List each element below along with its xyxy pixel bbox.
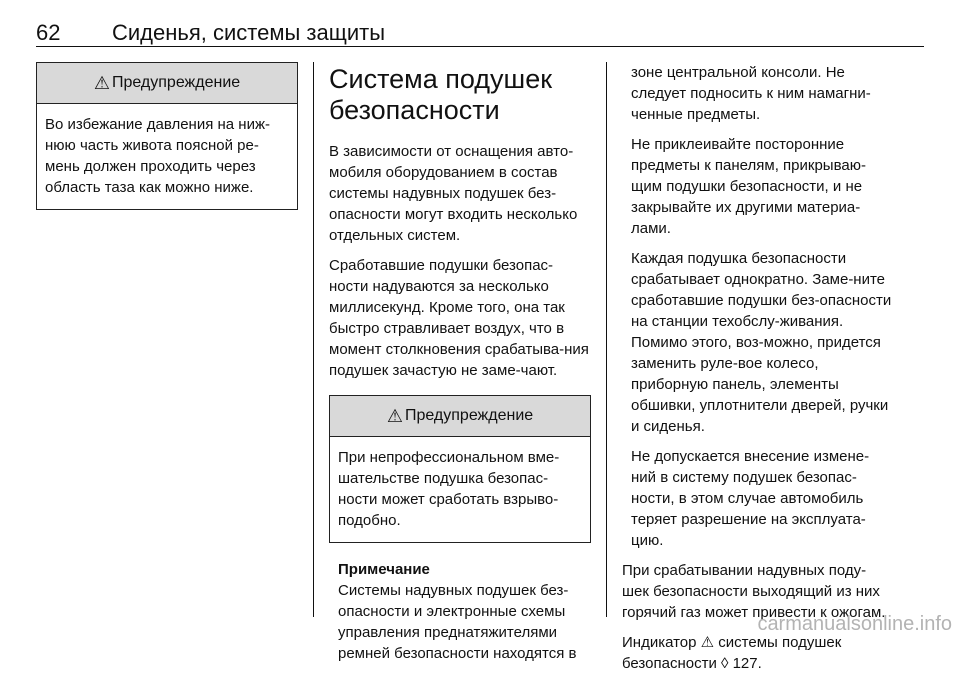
indicator-text: системы подушек безопасности <box>622 634 842 672</box>
watermark: carmanualsonline.info <box>757 613 952 635</box>
note-title: Примечание <box>338 561 430 578</box>
warning-box <box>36 62 298 210</box>
section-title: Сиденья, системы защиты <box>112 20 386 45</box>
indicator-paragraph <box>622 632 892 674</box>
warning-header <box>37 63 297 104</box>
page-reference-icon: ◊ <box>721 655 729 672</box>
page-reference[interactable]: 127. <box>732 655 762 672</box>
paragraph: В зависимости от оснащения авто-мобиля оборудованием в состав системы надувных подушек без-опасности могут входить несколько отдельных систем. <box>329 143 578 244</box>
note-text: Системы надувных подушек без-опасности и электронные схемы управления преднатяжителями ремней безопасности находятся в <box>338 582 577 662</box>
page-number: 62 <box>36 20 61 45</box>
note-text: Не допускается внесение измене-ний в систему подушек безопас-ности, в этом случае автомобиль теряет разрешение на эксплуата-цию. <box>631 448 870 549</box>
page-header <box>36 14 924 44</box>
warning-header <box>330 396 590 437</box>
indicator-prefix: Индикатор <box>622 634 697 651</box>
column-3 <box>622 62 892 683</box>
warning-text: Во избежание давления на ниж-нюю часть живота поясной ре-мень должен проходить через область таза как можно ниже. <box>45 116 270 196</box>
column-divider <box>313 62 314 617</box>
warning-text: При непрофессиональном вме-шательстве подушка безопас-ности может сработать взрыво-подобно. <box>338 449 560 529</box>
column-1 <box>36 62 298 210</box>
warning-title: Предупреждение <box>111 74 241 91</box>
note-text: Не приклеивайте посторонние предметы к панелям, прикрываю-щим подушки безопасности, и не закрывайте их другими материа-лами. <box>631 136 866 237</box>
column-divider <box>606 62 607 617</box>
warning-box <box>329 395 591 543</box>
header-rule <box>36 46 924 47</box>
note-text: Каждая подушка безопасности срабатывает однократно. Заме-ните сработавшие подушки без-опасности на станции техобслу-живания. Помимо этого, воз-можно, придется заменить руле-вое колесо, приборную панель, элементы обшивки, уплотнители дверей, ручки и сиденья. <box>631 250 892 435</box>
paragraph: При срабатывании надувных поду-шек безопасности выходящий из них горячий газ может привести к ожогам. <box>622 562 886 621</box>
chapter-title: Система подушек безопасности <box>329 64 553 125</box>
warning-title: Предупреждение <box>404 407 534 424</box>
airbag-indicator-icon: ⚠ <box>700 634 715 651</box>
note-text: зоне центральной консоли. Не следует подносить к ним намагни-ченные предметы. <box>631 64 871 123</box>
warning-triangle-icon: ⚠ <box>386 405 403 426</box>
column-2 <box>329 62 591 664</box>
warning-triangle-icon: ⚠ <box>93 72 110 93</box>
paragraph: Сработавшие подушки безопас-ности надуваются за несколько миллисекунд. Кроме того, она так быстро стравливает воздух, что в момент столкновения срабатыва-ния подушек зачастую не заме-чают. <box>329 257 589 379</box>
